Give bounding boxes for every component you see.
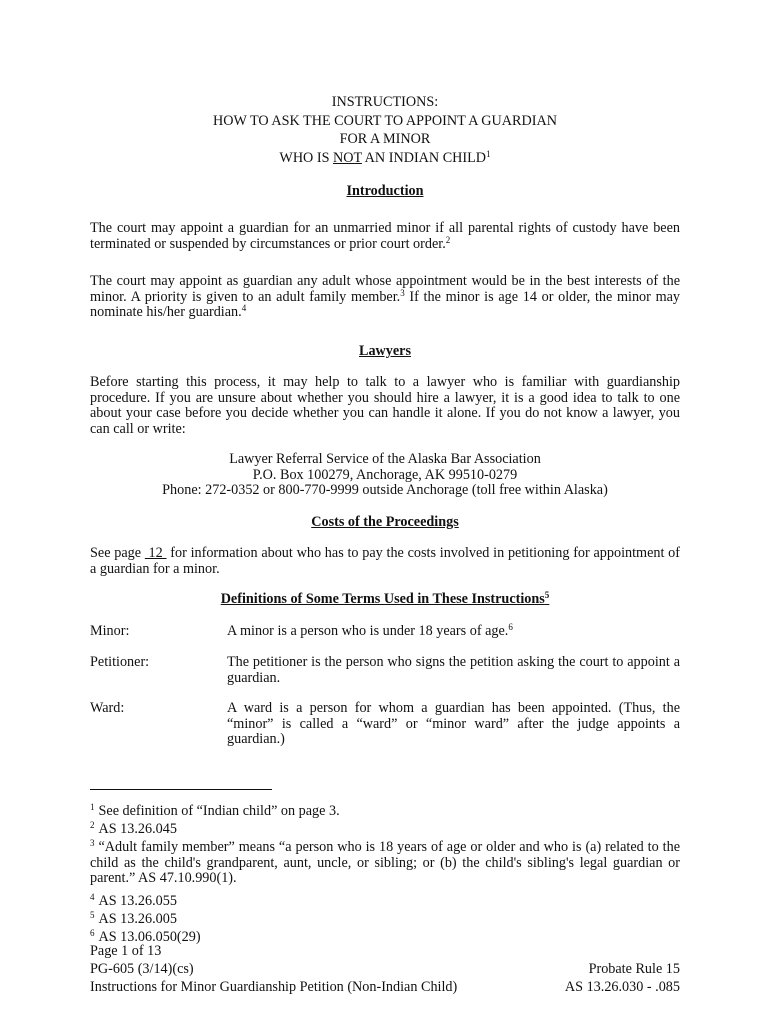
footer-row-1	[90, 962, 680, 978]
introduction-heading: Introduction	[346, 183, 424, 199]
footnote-ref-5: 5	[544, 590, 550, 600]
lawyers-paragraph: Before starting this process, it may help to talk to a lawyer who is familiar with guardianship procedure. If you are unsure about whether you should hire a lawyer, it is a good idea to talk to one about your case before you decide whether you can handle it alone. If you do not know a lawyer, you can call or write:	[90, 374, 680, 437]
definition-text: A minor is a person who is under 18 years of age.$^6$	[227, 622, 513, 639]
definitions-heading: Definitions of Some Terms Used in These Instructions$^5$	[220, 590, 550, 607]
footnote-2: $^2$ AS 13.26.045	[90, 820, 177, 837]
footnote-4: $^4$ AS 13.26.055	[90, 892, 177, 909]
footer-page-number: Page 1 of 13	[90, 943, 162, 959]
introduction-paragraph-1: The court may appoint a guardian for an unmarried minor if all parental rights of custody have been terminated or suspended by circumstances or prior court order.$^2$	[90, 220, 680, 252]
document-title	[90, 95, 680, 166]
footnote-3: $^3$ “Adult family member” means “a person who is 18 years of age or older and who is (a) related to the child as the child's grandparent, aunt, uncle, or sibling; or (b) the child's sibling's legal guardian or parent.” AS 47.10.990(1).	[90, 838, 680, 886]
footer-probate-rule: Probate Rule 15	[588, 961, 680, 977]
address-line-1: Lawyer Referral Service of the Alaska Bar Association	[229, 451, 541, 467]
costs-paragraph: See page 12 for information about who has to pay the costs involved in petitioning for appointment of a guardian for a minor.	[90, 545, 681, 577]
title-line-1: INSTRUCTIONS:	[331, 94, 439, 110]
title-not-underlined: NOT	[333, 149, 362, 166]
address-line-3: Phone: 272-0352 or 800-770-9999 outside Anchorage (toll free within Alaska)	[162, 482, 608, 498]
lawyers-heading: Lawyers	[358, 343, 411, 359]
lawyer-referral-address	[90, 452, 680, 499]
definition-text: A ward is a person for whom a guardian has been appointed. (Thus, the “minor” is called a “ward” or “minor ward” after the judge appoints a guardian.)	[227, 700, 680, 747]
footnote-6: $^6$ AS 13.06.050(29)	[90, 928, 201, 945]
footnote-5: $^5$ AS 13.26.005	[90, 910, 177, 927]
footer-statute: AS 13.26.030 - .085	[564, 979, 680, 995]
costs-heading: Costs of the Proceedings	[311, 514, 459, 530]
definition-term: Minor:	[90, 623, 130, 639]
title-line-2: HOW TO ASK THE COURT TO APPOINT A GUARDIAN	[213, 112, 557, 129]
footnote-ref-2: 2	[445, 234, 451, 245]
introduction-paragraph-2: The court may appoint as guardian any adult whose appointment would be in the best interests of the minor. A priority is given to an adult family member.$^3$ If the minor is age 14 or older, the minor may nominate his/her guardian.$^4$	[90, 273, 680, 320]
footnote-ref-4: 4	[241, 303, 247, 313]
definition-term: Ward:	[90, 700, 125, 716]
footer-description: Instructions for Minor Guardianship Petition (Non-Indian Child)	[90, 979, 458, 995]
footnote-separator	[90, 789, 272, 790]
footnote-1: $^1$ See definition of “Indian child” on page 3.	[90, 802, 340, 819]
footer-form-number: PG-605 (3/14)(cs)	[90, 961, 194, 977]
title-line-3: FOR A MINOR	[339, 131, 431, 147]
definition-term: Petitioner:	[90, 654, 150, 670]
footer-row-2	[90, 980, 680, 996]
definition-text: The petitioner is the person who signs the petition asking the court to appoint a guardian.	[227, 654, 680, 686]
footnote-ref-3: 3	[400, 287, 405, 298]
title-line-4: WHO IS NOT AN INDIAN CHILD$^1$	[279, 148, 491, 166]
footnote-ref-1: 1	[486, 148, 491, 159]
address-line-2: P.O. Box 100279, Anchorage, AK 99510-0279	[252, 466, 518, 483]
costs-page-reference: 12	[144, 545, 167, 561]
footnote-ref-6: 6	[508, 622, 513, 632]
